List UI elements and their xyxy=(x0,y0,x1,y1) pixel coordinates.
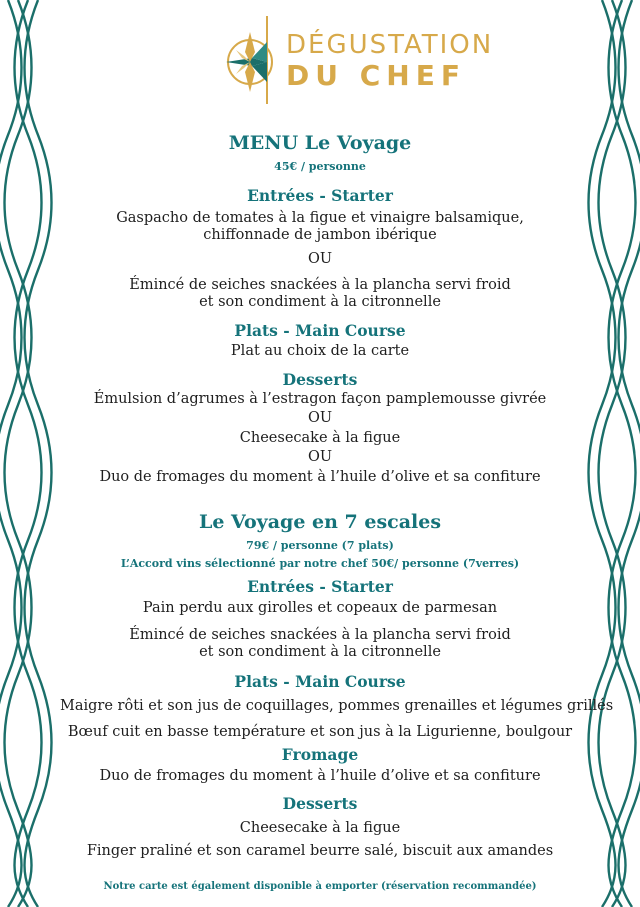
menu2-title: Le Voyage en 7 escales xyxy=(198,511,442,533)
menu1-or-1: OU xyxy=(307,251,333,267)
menu1-starter-1-line2: chiffonnade de jambon ibérique xyxy=(203,227,437,243)
menu2-cheese-heading: Fromage xyxy=(281,745,359,764)
menu1-dessert-heading: Desserts xyxy=(282,370,358,389)
left-wave-border xyxy=(0,0,60,907)
restaurant-logo xyxy=(222,12,494,108)
menu1-starter-heading: Entrées - Starter xyxy=(247,186,393,205)
menu1-starter-1-line1: Gaspacho de tomates à la figue et vinaigre balsamique, xyxy=(116,210,524,226)
right-wave-border xyxy=(580,0,640,907)
menu1-main-1: Plat au choix de la carte xyxy=(230,343,410,359)
menu1-dessert-3: Duo de fromages du moment à l’huile d’olive et sa confiture xyxy=(99,469,541,485)
menu2-starter-2-line1: Émincé de seiches snackées à la plancha servi froid xyxy=(129,627,511,643)
menu1-main-heading: Plats - Main Course xyxy=(234,321,406,340)
logo-line-2: DU CHEF xyxy=(286,59,466,92)
menu1-price: 45€ / personne xyxy=(274,160,366,173)
menu2-dessert-2: Finger praliné et son caramel beurre salé, biscuit aux amandes xyxy=(86,843,554,859)
menu1-title: MENU Le Voyage xyxy=(228,132,412,154)
menu2-starter-2-line2: et son condiment à la citronnelle xyxy=(199,644,441,660)
menu2-dessert-heading: Desserts xyxy=(282,794,358,813)
menu1-dessert-1: Émulsion d’agrumes à l’estragon façon pamplemousse givrée xyxy=(93,391,547,407)
logo-line-1: DÉGUSTATION xyxy=(286,30,494,60)
footer-note: Notre carte est également disponible à emporter (réservation recommandée) xyxy=(103,881,537,892)
menu2-price: 79€ / personne (7 plats) xyxy=(246,539,394,552)
menu2-main-2: Bœuf cuit en basse température et son jus à la Ligurienne, boulgour xyxy=(67,724,573,740)
menu1-starter-2-line2: et son condiment à la citronnelle xyxy=(199,294,441,310)
menu2-main-heading: Plats - Main Course xyxy=(234,672,406,691)
compass-rose-icon xyxy=(222,12,282,108)
menu2-wine-pairing: L’Accord vins sélectionné par notre chef 50€/ personne (7verres) xyxy=(120,557,520,570)
menu1-dessert-2: Cheesecake à la figue xyxy=(239,430,401,446)
menu2-starter-heading: Entrées - Starter xyxy=(247,577,393,596)
menu1-starter-2-line1: Émincé de seiches snackées à la plancha servi froid xyxy=(129,277,511,293)
menu2-cheese-1: Duo de fromages du moment à l’huile d’olive et sa confiture xyxy=(99,768,541,784)
menu1-or-3: OU xyxy=(307,449,333,465)
menu1-or-2: OU xyxy=(307,410,333,426)
menu2-dessert-1: Cheesecake à la figue xyxy=(239,820,401,836)
menu2-starter-1: Pain perdu aux girolles et copeaux de parmesan xyxy=(142,600,498,616)
menu2-main-1: Maigre rôti et son jus de coquillages, pommes grenailles et légumes grillés xyxy=(60,698,614,714)
